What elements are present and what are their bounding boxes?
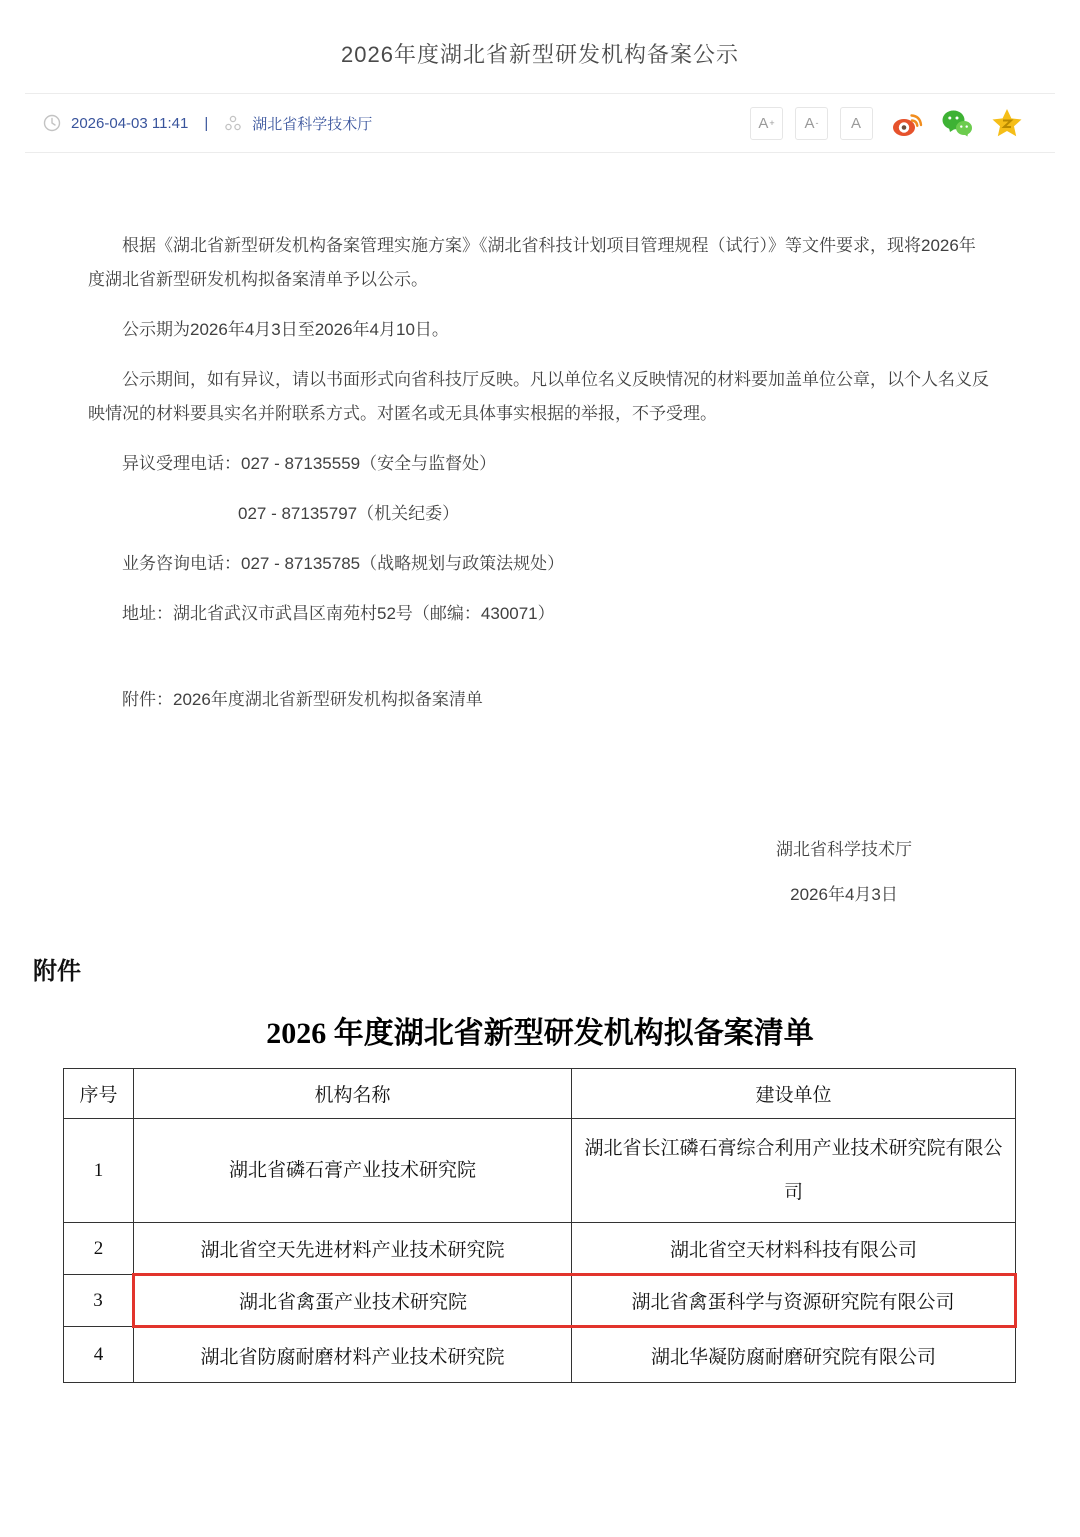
paragraph-attachment-ref: 附件：2026年度湖北省新型研发机构拟备案清单 [122, 690, 483, 709]
font-decrease-button[interactable]: A - [795, 107, 828, 140]
paragraph-address: 地址：湖北省武汉市武昌区南苑村52号（邮编：430071） [122, 604, 555, 623]
qzone-share-icon[interactable] [991, 108, 1023, 138]
paragraph-intro: 根据《湖北省新型研发机构备案管理实施方案》《湖北省科技计划项目管理规程（试行）》等文件要求，现将2026年度湖北省新型研发机构拟备案清单予以公示。 [88, 236, 976, 289]
page-title: 2026年度湖北省新型研发机构备案公示 [341, 42, 739, 67]
attachment-label: 附件 [33, 958, 81, 985]
font-increase-button[interactable]: A + [750, 107, 783, 140]
clock-icon [43, 114, 61, 132]
table-cell-index: 2 [64, 1223, 134, 1275]
organization-icon [224, 114, 242, 132]
paragraph-phone-discipline: 027 - 87135797（机关纪委） [238, 504, 460, 523]
meta-separator: | [204, 114, 209, 132]
attachment-table-title: 2026 年度湖北省新型研发机构拟备案清单 [266, 1017, 814, 1050]
table-row [64, 1327, 1016, 1383]
signature-org: 湖北省科学技术厅 [776, 840, 912, 859]
table-cell-index: 3 [64, 1275, 134, 1327]
table-cell-name: 湖北省磷石膏产业技术研究院 [134, 1119, 572, 1223]
header-cell-name: 机构名称 [134, 1069, 572, 1119]
source-link[interactable]: 湖北省科学技术厅 [252, 115, 373, 133]
table-row-highlighted [64, 1275, 1016, 1327]
table-row [64, 1119, 1016, 1223]
table-row [64, 1223, 1016, 1275]
table-cell-index: 4 [64, 1327, 134, 1383]
signature-date: 2026年4月3日 [790, 885, 898, 904]
header-cell-index: 序号 [64, 1069, 134, 1119]
table-cell-unit: 湖北省长江磷石膏综合利用产业技术研究院有限公司 [572, 1119, 1016, 1223]
institutions-table [63, 1068, 1017, 1383]
attachment-section [0, 905, 1080, 1383]
paragraph-period: 公示期为2026年4月3日至2026年4月10日。 [122, 320, 449, 339]
signature-block [776, 835, 912, 905]
weibo-share-icon[interactable] [891, 108, 923, 138]
table-cell-name: 湖北省禽蛋产业技术研究院 [134, 1275, 572, 1327]
meta-bar [25, 93, 1055, 153]
header-cell-unit: 建设单位 [572, 1069, 1016, 1119]
table-cell-index: 1 [64, 1119, 134, 1223]
paragraph-phone-objection: 异议受理电话：027 - 87135559（安全与监督处） [122, 454, 497, 473]
article-body [0, 153, 1080, 904]
table-cell-unit: 湖北省空天材料科技有限公司 [572, 1223, 1016, 1275]
wechat-share-icon[interactable] [941, 108, 973, 138]
paragraph-phone-consult: 业务咨询电话：027 - 87135785（战略规划与政策法规处） [122, 554, 565, 573]
publish-datetime: 2026-04-03 11:41 [71, 114, 189, 132]
font-reset-button[interactable]: A [840, 107, 873, 140]
table-cell-name: 湖北省防腐耐磨材料产业技术研究院 [134, 1327, 572, 1383]
paragraph-objection: 公示期间，如有异议，请以书面形式向省科技厅反映。凡以单位名义反映情况的材料要加盖单位公章，以个人名义反映情况的材料要具实名并附联系方式。对匿名或无具体事实根据的举报，不予受理。 [88, 370, 989, 423]
table-cell-unit: 湖北华凝防腐耐磨研究院有限公司 [572, 1327, 1016, 1383]
table-cell-unit: 湖北省禽蛋科学与资源研究院有限公司 [572, 1275, 1016, 1327]
table-header-row [64, 1069, 1016, 1119]
table-cell-name: 湖北省空天先进材料产业技术研究院 [134, 1223, 572, 1275]
